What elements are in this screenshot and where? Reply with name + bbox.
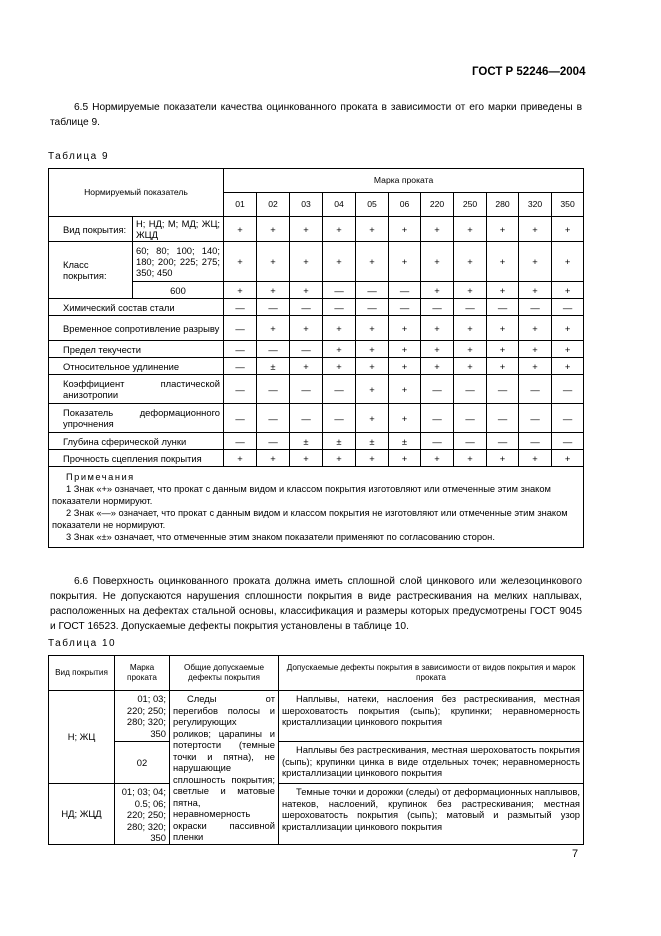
t9-header-marks: Марка проката — [224, 169, 584, 193]
t9-cell: + — [552, 217, 584, 242]
t9-mark-col-8: 280 — [487, 193, 519, 217]
t9-row — [49, 433, 584, 450]
t9-cell: — — [257, 433, 290, 450]
table-9 — [48, 168, 584, 548]
t9-cell: + — [519, 316, 552, 341]
t9-cell: ± — [323, 433, 356, 450]
t9-cell: — — [224, 433, 257, 450]
t9-cell: + — [421, 282, 454, 299]
t9-cell: — — [224, 358, 257, 375]
t9-row — [49, 316, 584, 341]
t9-note-2: 2 Знак «—» означает, что прокат с данным видом и классом покрытия не изготовляют или отмеченные этим знаком показатели не нормируют. — [52, 508, 568, 530]
t9-cell: + — [421, 358, 454, 375]
t9-note-3: 3 Знак «±» означает, что отмеченные этим знаком показатели применяют по согласованию сторон. — [66, 532, 495, 542]
t9-cell: + — [487, 316, 519, 341]
t9-cell: — — [257, 341, 290, 358]
t9-row-name: Предел текучести — [49, 341, 224, 358]
t9-cell: — — [519, 404, 552, 433]
t9-cell: + — [454, 282, 487, 299]
t9-cell: — — [356, 282, 389, 299]
t9-mark-col-3: 04 — [323, 193, 356, 217]
t9-cell: — — [552, 375, 584, 404]
t9-row-sub: 600 — [133, 282, 224, 299]
t10-general-defects: Следы от перегибов полосы и регулирующих роликов; царапины и потертости (темные точки и пятна), не нарушающие сплошность покрытия; светлые и матовые пятна, неравномерность окраски пассивной пленки — [170, 691, 279, 845]
t9-mark-col-9: 320 — [519, 193, 552, 217]
t9-cell: + — [323, 358, 356, 375]
t9-cell: — — [552, 299, 584, 316]
t9-cell: + — [257, 217, 290, 242]
t9-cell: + — [224, 450, 257, 467]
t9-cell: + — [487, 450, 519, 467]
t9-cell: — — [323, 299, 356, 316]
t9-cell: + — [323, 316, 356, 341]
t9-cell: — — [224, 341, 257, 358]
t9-cell: — — [323, 404, 356, 433]
t9-cell: + — [389, 341, 421, 358]
t9-cell: + — [257, 450, 290, 467]
t10-header-type: Вид покрытия — [49, 656, 115, 691]
t9-row-name: Коэффициент пластической анизотропии — [49, 375, 224, 404]
t9-cell: + — [389, 450, 421, 467]
t9-cell: + — [356, 341, 389, 358]
t9-row-sub: Н; НД; М; МД; ЖЦ; ЖЦД — [133, 217, 224, 242]
t9-cell: — — [356, 299, 389, 316]
t9-cell: + — [257, 316, 290, 341]
t9-cell: + — [552, 450, 584, 467]
page-number: 7 — [572, 848, 579, 860]
t9-cell: + — [454, 242, 487, 282]
t9-cell: + — [389, 404, 421, 433]
t9-cell: + — [421, 450, 454, 467]
t9-cell: — — [454, 375, 487, 404]
t10-type-n-zhc: Н; ЖЦ — [49, 691, 115, 784]
t9-cell: — — [487, 299, 519, 316]
t9-cell: — — [257, 404, 290, 433]
t9-cell: + — [487, 282, 519, 299]
t9-cell: — — [552, 433, 584, 450]
t9-cell: + — [552, 242, 584, 282]
t9-row — [49, 242, 584, 282]
t9-row-name: Класс покрытия: — [49, 242, 133, 299]
t9-cell: + — [323, 242, 356, 282]
t9-cell: + — [389, 316, 421, 341]
t9-cell: — — [323, 282, 356, 299]
t10-specific-1: Наплывы, натеки, наслоения без растрескивания, местная шероховатость покрытия (сыпь); крупинки; неравномерность кристаллизации цинкового покрытия — [279, 691, 584, 742]
t9-cell: + — [290, 316, 323, 341]
t9-row — [49, 375, 584, 404]
t9-row-name: Глубина сферической лунки — [49, 433, 224, 450]
t9-cell: + — [519, 242, 552, 282]
t9-cell: — — [224, 375, 257, 404]
t9-cell: + — [323, 341, 356, 358]
t10-specific-2: Наплывы без растрескивания, местная шероховатость покрытия (сыпь); крупинки цинка в виде отдельных точек; неравномерность кристаллизации цинкового покрытия — [279, 742, 584, 784]
t9-cell: — — [389, 282, 421, 299]
t9-mark-col-2: 03 — [290, 193, 323, 217]
t9-cell: + — [519, 358, 552, 375]
t9-mark-col-0: 01 — [224, 193, 257, 217]
t9-mark-col-10: 350 — [552, 193, 584, 217]
t9-row-name: Вид покрытия: — [49, 217, 133, 242]
t9-cell: + — [356, 375, 389, 404]
t9-cell: + — [519, 341, 552, 358]
t9-cell: + — [421, 341, 454, 358]
t9-cell: ± — [290, 433, 323, 450]
t9-cell: + — [519, 282, 552, 299]
t9-cell: + — [356, 242, 389, 282]
t9-cell: — — [519, 375, 552, 404]
t9-cell: — — [519, 433, 552, 450]
t9-cell: — — [224, 316, 257, 341]
t9-cell: — — [257, 375, 290, 404]
t9-cell: + — [356, 450, 389, 467]
t9-cell: + — [323, 217, 356, 242]
t9-row-name: Химический состав стали — [49, 299, 224, 316]
t9-cell: + — [224, 217, 257, 242]
t9-cell: + — [421, 242, 454, 282]
table-10-caption: Таблица 10 — [48, 638, 117, 649]
t9-cell: + — [224, 242, 257, 282]
t9-cell: + — [290, 282, 323, 299]
t9-cell: — — [290, 375, 323, 404]
t9-cell: + — [356, 358, 389, 375]
t9-cell: — — [487, 404, 519, 433]
t9-mark-col-5: 06 — [389, 193, 421, 217]
t9-row — [49, 341, 584, 358]
t10-mark-1: 01; 03; 220; 250; 280; 320; 350 — [115, 691, 170, 742]
t9-cell: — — [290, 299, 323, 316]
t9-cell: + — [257, 242, 290, 282]
t9-cell: ± — [389, 433, 421, 450]
t9-row — [49, 217, 584, 242]
t9-cell: + — [356, 404, 389, 433]
t9-row-name: Показатель деформационного упрочнения — [49, 404, 224, 433]
t9-cell: + — [487, 358, 519, 375]
t10-specific-3: Темные точки и дорожки (следы) от деформационных наплывов, натеков, наслоений, крупинок без растрескивания; местная шероховатость покрытия (сыпь); матовый и размытый узор кристаллизации цинкового покрытия — [279, 784, 584, 845]
t9-mark-col-7: 250 — [454, 193, 487, 217]
t9-cell: — — [421, 404, 454, 433]
t9-cell: — — [389, 299, 421, 316]
t9-cell: — — [421, 375, 454, 404]
t9-mark-col-6: 220 — [421, 193, 454, 217]
paragraph-6-6: 6.6 Поверхность оцинкованного проката должна иметь сплошной слой цинкового или железоцинкового покрытия. Не допускаются нарушения сплошности покрытия в виде растрескивания на мелких наплывах, расположенных на дефектах стальной основы, классификация и размеры которых предусмотрены ГОСТ 9045 и ГОСТ 16523. Допускаемые дефекты покрытия установлены в таблице 10. — [50, 576, 582, 632]
t9-cell: — — [454, 299, 487, 316]
t10-mark-2: 02 — [115, 742, 170, 784]
t9-cell: — — [421, 299, 454, 316]
t9-cell: + — [454, 217, 487, 242]
t9-row — [49, 404, 584, 433]
t9-cell: + — [552, 358, 584, 375]
t9-row-name: Прочность сцепления покрытия — [49, 450, 224, 467]
t9-cell: + — [323, 450, 356, 467]
t9-cell: + — [290, 242, 323, 282]
t9-cell: — — [323, 375, 356, 404]
t9-row — [49, 450, 584, 467]
t9-cell: — — [224, 299, 257, 316]
t9-cell: — — [552, 404, 584, 433]
t9-cell: — — [224, 404, 257, 433]
t9-cell: + — [454, 450, 487, 467]
t9-note-1: 1 Знак «+» означает, что прокат с данным видом и классом покрытия изготовляют или отмеченные этим знаком показатели нормируют. — [52, 484, 551, 506]
t9-cell: — — [290, 341, 323, 358]
t9-cell: ± — [356, 433, 389, 450]
t9-row-name: Временное сопротивление разрыву — [49, 316, 224, 341]
t9-row-name: Относительное удлинение — [49, 358, 224, 375]
document-header: ГОСТ Р 52246—2004 — [472, 66, 586, 78]
t9-cell: + — [454, 341, 487, 358]
t9-cell: + — [487, 217, 519, 242]
t9-cell: + — [356, 316, 389, 341]
t9-cell: + — [389, 242, 421, 282]
t9-header-indicator: Нормируемый показатель — [49, 169, 224, 217]
t9-cell: — — [487, 375, 519, 404]
t9-cell: + — [257, 282, 290, 299]
t9-cell: — — [487, 433, 519, 450]
t9-cell: + — [454, 358, 487, 375]
t9-cell: + — [454, 316, 487, 341]
t9-cell: — — [454, 404, 487, 433]
t9-row-sub: 60; 80; 100; 140; 180; 200; 225; 275; 350; 450 — [133, 242, 224, 282]
t9-cell: + — [487, 242, 519, 282]
t9-cell: + — [487, 341, 519, 358]
t9-mark-col-1: 02 — [257, 193, 290, 217]
t9-cell: + — [356, 217, 389, 242]
t10-header-general: Общие допускаемые дефекты покрытия — [170, 656, 279, 691]
t9-cell: + — [519, 450, 552, 467]
t9-cell: + — [290, 450, 323, 467]
t9-cell: ± — [257, 358, 290, 375]
paragraph-6-5: 6.5 Нормируемые показатели качества оцинкованного проката в зависимости от его марки приведены в таблице 9. — [50, 102, 582, 128]
t10-mark-3: 01; 03; 04; 0.5; 06; 220; 250; 280; 320; 350 — [115, 784, 170, 845]
table-10 — [48, 655, 584, 845]
t9-cell: + — [421, 316, 454, 341]
t9-cell: + — [552, 316, 584, 341]
t9-notes-title: Примечания — [66, 472, 135, 482]
t9-cell: — — [290, 404, 323, 433]
t9-cell: — — [454, 433, 487, 450]
table-9-caption: Таблица 9 — [48, 151, 110, 162]
t9-cell: — — [519, 299, 552, 316]
t9-cell: + — [389, 358, 421, 375]
t10-type-nd-zhcd: НД; ЖЦД — [49, 784, 115, 845]
t9-notes — [49, 467, 584, 548]
t9-row — [49, 358, 584, 375]
t9-cell: + — [519, 217, 552, 242]
t9-cell: + — [224, 282, 257, 299]
t9-cell: + — [389, 375, 421, 404]
t10-header-mark: Марка проката — [115, 656, 170, 691]
t9-cell: + — [290, 217, 323, 242]
t9-mark-col-4: 05 — [356, 193, 389, 217]
t9-cell: + — [421, 217, 454, 242]
t10-header-specific: Допускаемые дефекты покрытия в зависимости от видов покрытия и марок проката — [279, 656, 584, 691]
t9-cell: — — [257, 299, 290, 316]
t9-cell: + — [389, 217, 421, 242]
t9-row — [49, 299, 584, 316]
t9-cell: — — [421, 433, 454, 450]
t9-cell: + — [552, 282, 584, 299]
t9-cell: + — [290, 358, 323, 375]
t9-cell: + — [552, 341, 584, 358]
